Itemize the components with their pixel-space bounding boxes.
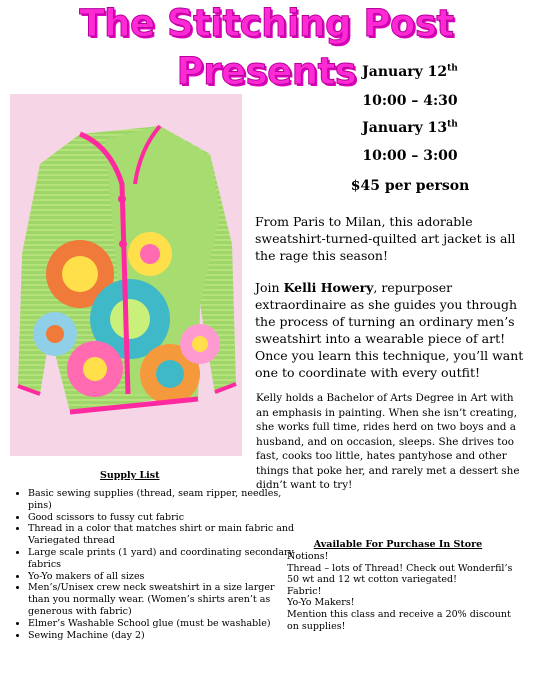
list-item: • Good scissors to fussy cut fabric [28, 512, 298, 524]
join-paragraph: Join Kelli Howery, repurposer extraordinaire as she guides you through the process of turning an ordinary men’s sweatshirt into a wearable piece of art! Once you learn this technique, you’ll want one to coordinate with every outfit! [255, 280, 524, 380]
list-item: • Elmer’s Washable School glue (must be washable) [28, 618, 298, 630]
list-item: • Thread in a color that matches shirt or main fabric and Variegated thread [28, 523, 298, 547]
supply-list [12, 488, 298, 641]
supply-list-title: Supply List [100, 470, 160, 481]
purchase-title: Available For Purchase In Store [313, 539, 483, 550]
list-item: Thread – lots of Thread! Check out Wonderfil’s 50 wt and 12 wt cotton variegated! [287, 562, 513, 586]
list-item: Fabric! [287, 585, 322, 597]
event-price: $45 per person [350, 178, 470, 194]
event-time-day2: 10:00 – 3:00 [362, 148, 458, 164]
event-date-day1: January 12th [362, 63, 458, 80]
list-item: • Yo-Yo makers of all sizes [28, 571, 298, 583]
intro-paragraph: From Paris to Milan, this adorable sweatshirt-turned-quilted art jacket is all the rage this season! [255, 214, 516, 263]
purchase-list [287, 551, 517, 632]
page-title: The Stitching Post Presents [79, 2, 454, 93]
list-item: Notions! [287, 551, 329, 562]
instructor-bio: Kelly holds a Bachelor of Arts Degree in Art with an emphasis in painting. When she isn’t creating, she works full time, rides herd on two boys and a husband, and on occasion, sleeps. She drives too fast, cooks too little, hates pantyhose and other things that poke her, and rarely met a dessert she didn’t want to try! [256, 392, 520, 491]
list-item: Yo-Yo Makers! [287, 597, 355, 609]
event-date-day2: January 13th [362, 119, 458, 136]
quilted-jacket-image [10, 94, 242, 456]
list-item: • Large scale prints (1 yard) and coordinating secondary fabrics [28, 547, 298, 571]
list-item: • Sewing Machine (day 2) [28, 630, 298, 642]
list-item: • Basic sewing supplies (thread, seam ripper, needles, pins) [28, 488, 298, 512]
jacket-photo [10, 94, 242, 456]
event-time-day1: 10:00 – 4:30 [362, 93, 458, 109]
instructor-name: Kelli Howery [283, 280, 374, 295]
list-item: Mention this class and receive a 20% discount on supplies! [287, 608, 511, 632]
list-item: • Men’s/Unisex crew neck sweatshirt in a size larger than you normally wear. (Women’s shirts aren’t as generous with fabric) [28, 582, 298, 617]
